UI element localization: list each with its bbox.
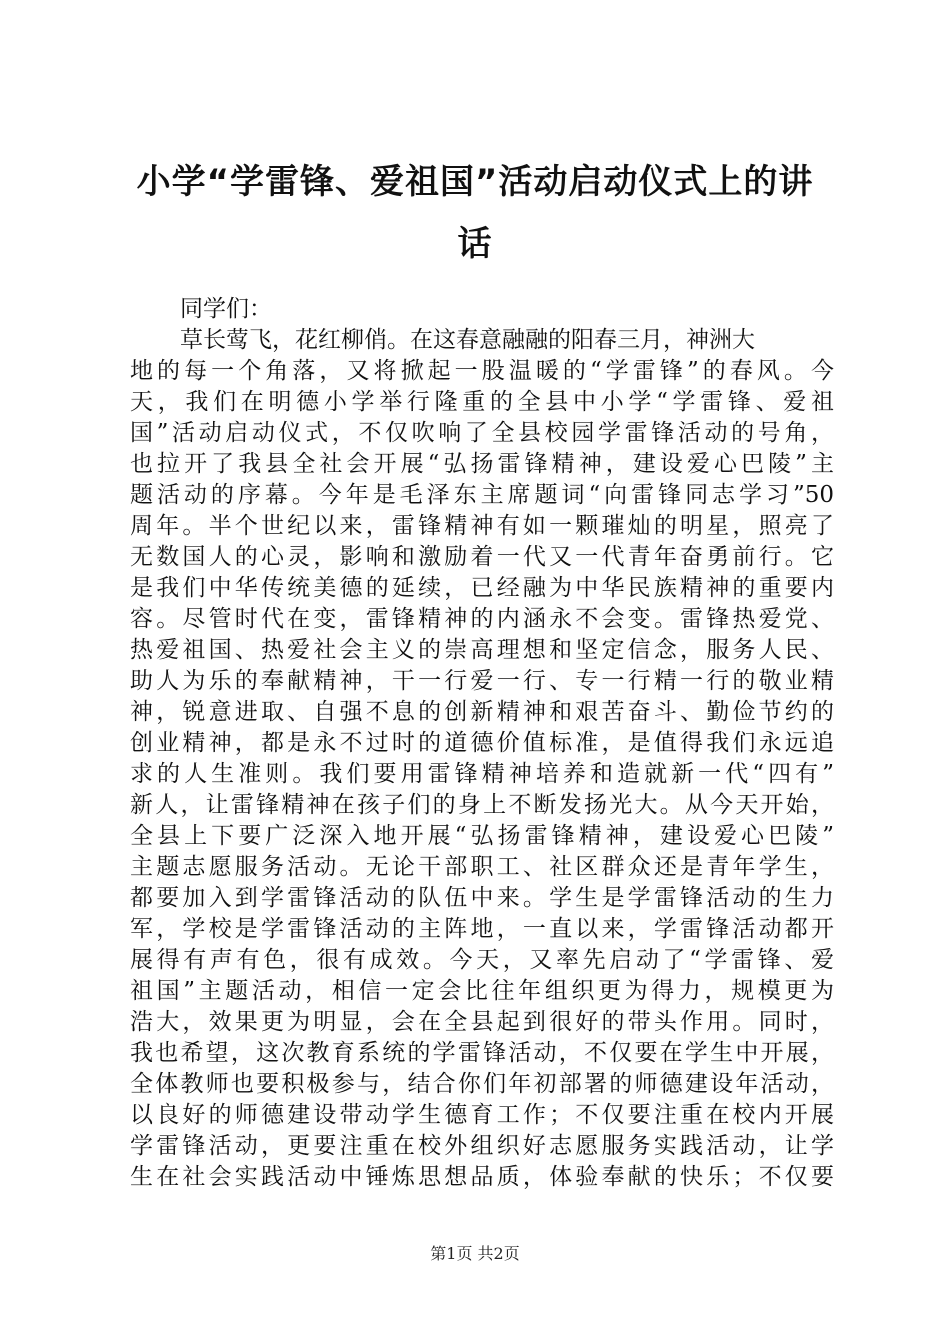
body-line: 求的人生准则。我们要用雷锋精神培养和造就新一代“四有” xyxy=(130,761,834,787)
body-line: 生在社会实践活动中锤炼思想品质，体验奉献的快乐；不仅要 xyxy=(130,1164,834,1190)
body-line: 军，学校是学雷锋活动的主阵地，一直以来，学雷锋活动都开 xyxy=(130,916,834,942)
body-line: 草长莺飞，花红柳俏。在这春意融融的阳春三月，神洲大 xyxy=(180,327,755,353)
body-line: 主题志愿服务活动。无论干部职工、社区群众还是青年学生， xyxy=(130,854,834,880)
body-line: 助人为乐的奉献精神，干一行爱一行、专一行精一行的敬业精 xyxy=(130,668,834,694)
body-line: 新人，让雷锋精神在孩子们的身上不断发扬光大。从今天开始， xyxy=(130,792,834,818)
greeting: 同学们： xyxy=(180,296,272,322)
body-line: 展得有声有色，很有成效。今天，又率先启动了“学雷锋、爱 xyxy=(130,947,834,973)
document-title-line-1: 小学“学雷锋、爱祖国”活动启动仪式上的讲 xyxy=(136,162,814,202)
body-line: 创业精神，都是永不过时的道德价值标准，是值得我们永远追 xyxy=(130,730,834,756)
body-line: 国”活动启动仪式，不仅吹响了全县校园学雷锋活动的号角， xyxy=(130,420,834,446)
document-title-line-2: 话 xyxy=(457,224,493,264)
body-line: 学雷锋活动，更要注重在校外组织好志愿服务实践活动，让学 xyxy=(130,1133,834,1159)
body-line: 周年。半个世纪以来，雷锋精神有如一颗璀灿的明星，照亮了 xyxy=(130,513,834,539)
document-body xyxy=(130,294,834,1193)
body-line: 神，锐意进取、自强不息的创新精神和艰苦奋斗、勤俭节约的 xyxy=(130,699,834,725)
body-line: 地的每一个角落，又将掀起一股温暖的“学雷锋”的春风。今 xyxy=(130,358,834,384)
body-line: 祖国”主题活动，相信一定会比往年组织更为得力，规模更为 xyxy=(130,978,834,1004)
body-line: 天，我们在明德小学举行隆重的全县中小学“学雷锋、爱祖 xyxy=(130,389,834,415)
body-line: 是我们中华传统美德的延续，已经融为中华民族精神的重要内 xyxy=(130,575,834,601)
body-line: 全县上下要广泛深入地开展“弘扬雷锋精神，建设爱心巴陵” xyxy=(130,823,834,849)
page-footer: 第1页 共2页 xyxy=(430,1244,520,1263)
speech-paragraph xyxy=(130,325,834,1193)
body-line: 热爱祖国、热爱社会主义的崇高理想和坚定信念，服务人民、 xyxy=(130,637,834,663)
body-line: 容。尽管时代在变，雷锋精神的内涵永不会变。雷锋热爱党、 xyxy=(130,606,834,632)
body-line: 题活动的序幕。今年是毛泽东主席题词“向雷锋同志学习”50 xyxy=(130,482,834,508)
body-line: 全体教师也要积极参与，结合你们年初部署的师德建设年活动， xyxy=(130,1071,834,1097)
body-line: 我也希望，这次教育系统的学雷锋活动，不仅要在学生中开展， xyxy=(130,1040,834,1066)
body-line: 无数国人的心灵，影响和激励着一代又一代青年奋勇前行。它 xyxy=(130,544,834,570)
body-line: 都要加入到学雷锋活动的队伍中来。学生是学雷锋活动的生力 xyxy=(130,885,834,911)
body-line: 以良好的师德建设带动学生德育工作；不仅要注重在校内开展 xyxy=(130,1102,834,1128)
body-line: 浩大，效果更为明显，会在全县起到很好的带头作用。同时， xyxy=(130,1009,834,1035)
body-line: 也拉开了我县全社会开展“弘扬雷锋精神，建设爱心巴陵”主 xyxy=(130,451,834,477)
